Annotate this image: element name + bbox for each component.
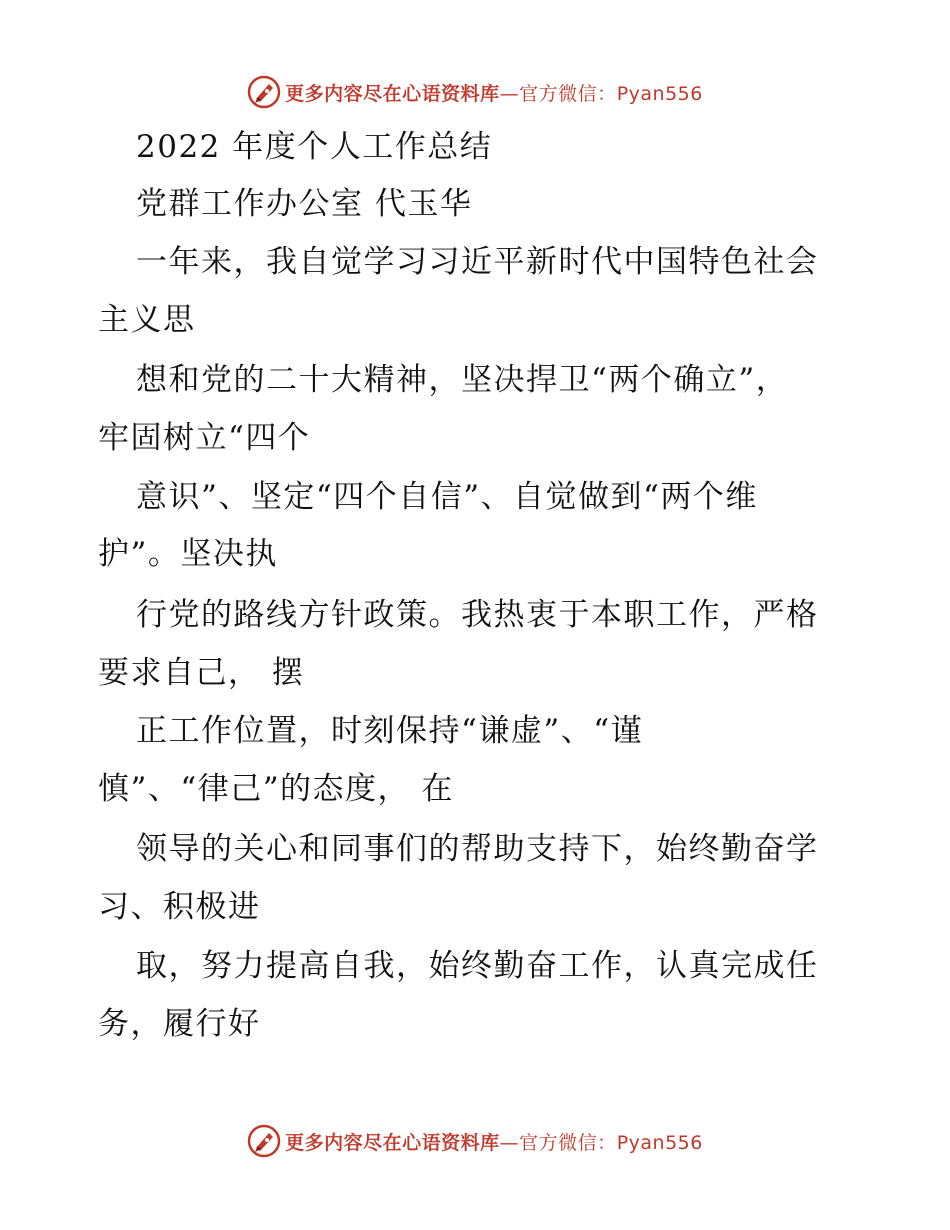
body-line: 意识”、坚定“四个自信”、自觉做到“两个维 <box>136 479 758 515</box>
author-line: 党群工作办公室 代玉华 <box>136 186 473 222</box>
body-line: 护”。坚决执 <box>98 536 278 572</box>
pen-nib-icon <box>247 1124 281 1158</box>
banner-text: 更多内容尽在心语资料库—官方微信：Pyan556 <box>285 1131 703 1154</box>
pen-nib-icon <box>247 75 281 109</box>
body-line: 行党的路线方针政策。我热衷于本职工作，严格 <box>136 597 819 633</box>
document-title: 2022 年度个人工作总结 <box>136 129 493 165</box>
body-line: 领导的关心和同事们的帮助支持下，始终勤奋学 <box>136 831 819 867</box>
body-line: 一年来，我自觉学习习近平新时代中国特色社会 <box>136 244 819 280</box>
body-line: 想和党的二十大精神，坚决捍卫“两个确立”， <box>136 362 789 398</box>
body-line: 要求自己， 摆 <box>98 655 305 691</box>
header-watermark-banner <box>0 72 950 112</box>
body-line: 正工作位置，时刻保持“谦虚”、“谨 <box>136 713 644 749</box>
body-line: 务，履行好 <box>98 1006 261 1042</box>
banner-text: 更多内容尽在心语资料库—官方微信：Pyan556 <box>285 82 703 105</box>
body-line: 主义思 <box>98 302 196 338</box>
body-line: 取，努力提高自我，始终勤奋工作，认真完成任 <box>136 948 819 984</box>
footer-watermark-banner <box>0 1121 950 1161</box>
body-line: 牢固树立“四个 <box>98 420 311 456</box>
body-line: 习、积极进 <box>98 889 261 925</box>
body-line: 慎”、“律己”的态度， 在 <box>98 771 454 807</box>
